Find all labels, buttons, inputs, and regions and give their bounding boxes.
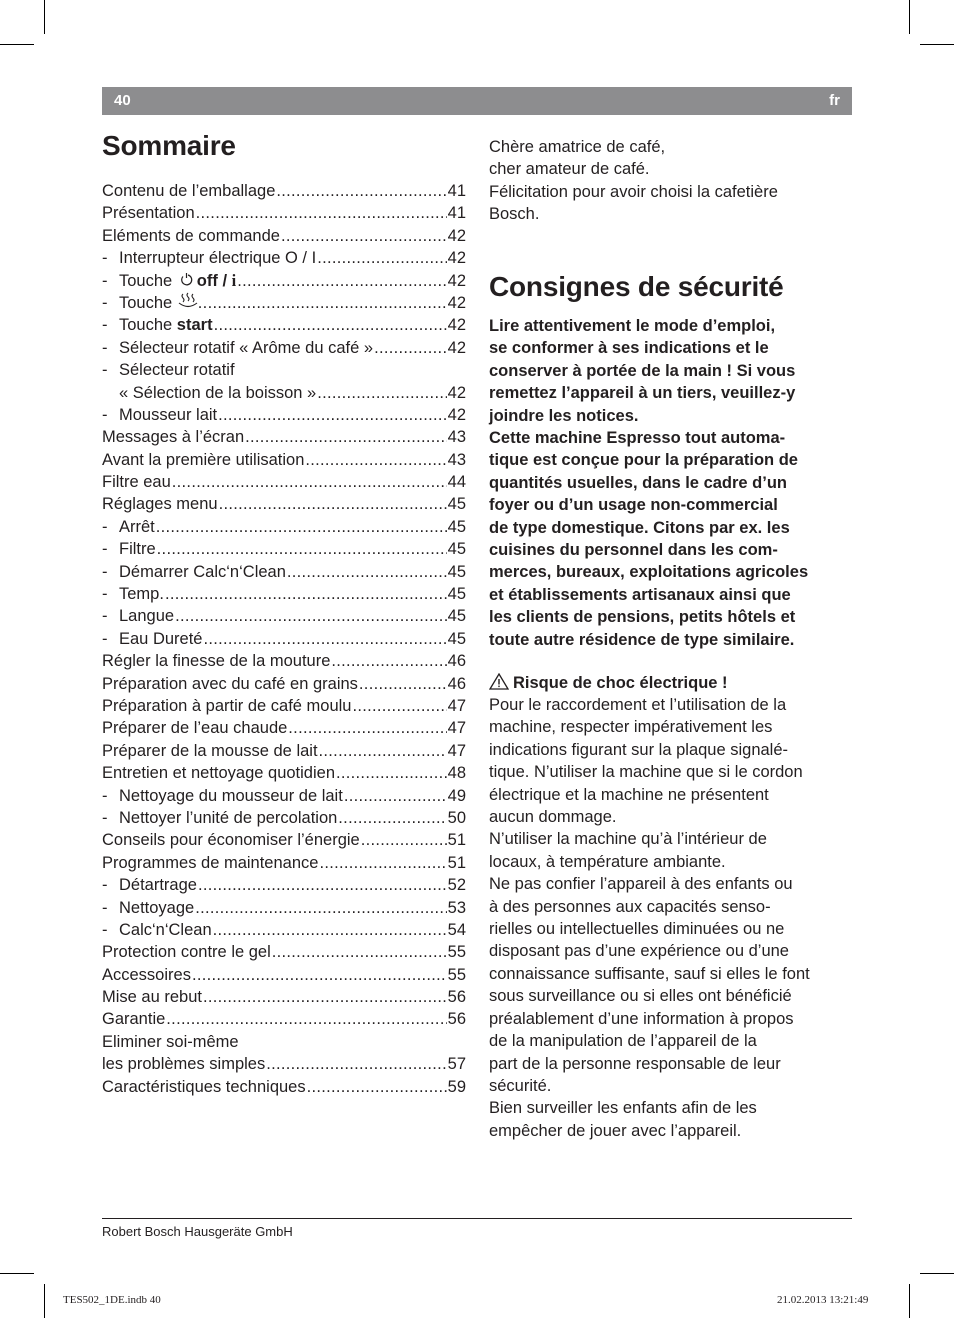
safety-title: Consignes de sécurité (489, 271, 784, 302)
toc-leader-dots (317, 382, 446, 404)
toc-page-number: 55 (447, 965, 466, 984)
toc-page-number: 42 (447, 249, 466, 268)
toc-entry (102, 359, 466, 381)
toc-entry (102, 561, 466, 583)
text-line: foyer ou d’un usage non-commercial (489, 496, 778, 515)
toc-bullet: - (102, 249, 108, 268)
footer-company: Robert Bosch Hausgeräte GmbH (102, 1224, 293, 1239)
toc-bullet: - (102, 293, 108, 312)
toc-bullet: - (102, 517, 108, 536)
toc-entry (102, 785, 466, 807)
print-date-info: 21.02.2013 13:21:49 (777, 1294, 869, 1306)
text-line: indications figurant sur la plaque signalé- (489, 740, 789, 759)
text-line: tique. N’utiliser la machine que si le cordon (489, 763, 803, 782)
toc-entry (102, 740, 466, 762)
toc-entry (102, 583, 466, 605)
toc-page-number: 42 (447, 316, 466, 335)
toc-entry (102, 426, 466, 448)
crop-mark (909, 1284, 910, 1318)
toc-page-number: 45 (447, 607, 466, 626)
toc-entry-label: « Sélection de la boisson » (119, 383, 317, 402)
toc-page-number: 56 (447, 1010, 466, 1029)
toc-leader-dots (166, 1008, 446, 1030)
text-line: joindre les notices. (489, 406, 639, 425)
toc-page-number: 45 (447, 517, 466, 536)
text-line: connaissance suffisante, sauf si elles le font (489, 964, 810, 983)
toc-entry-label: Préparer de la mousse de lait (102, 741, 318, 760)
toc-entry-label: Temp. (119, 585, 164, 604)
toc-page-number: 52 (447, 876, 466, 895)
toc-entry (102, 1031, 466, 1053)
text-line: sous surveillance ou si elles ont bénéficié (489, 987, 792, 1006)
toc-entry (102, 516, 466, 538)
toc-entry-label: Nettoyage du mousseur de lait (119, 786, 343, 805)
text-line: empêcher de jouer avec l’appareil. (489, 1121, 742, 1140)
toc-leader-dots (195, 897, 446, 919)
toc-leader-dots (192, 964, 447, 986)
toc-entry-label: Interrupteur électrique O / I (119, 249, 317, 268)
text-line: préalablement d’une information à propos (489, 1009, 794, 1028)
toc-leader-dots (218, 404, 447, 426)
intro-line: Chère amatrice de café, (489, 138, 666, 156)
toc-entry (102, 337, 466, 359)
toc-page-number: 54 (447, 920, 466, 939)
toc-entry (102, 1053, 466, 1075)
intro-line: Félicitation pour avoir choisi la cafetière (489, 182, 778, 201)
text-line: Ne pas confier l’appareil à des enfants ou (489, 875, 793, 894)
footer-rule (102, 1218, 852, 1219)
toc-entry-label: Caractéristiques techniques (102, 1077, 306, 1096)
toc-leader-dots (157, 538, 447, 560)
toc-page-number: 45 (447, 562, 466, 581)
toc-leader-dots (198, 292, 447, 314)
toc-entry (102, 628, 466, 650)
toc-entry-label: Nettoyer l’unité de percolation (119, 808, 338, 827)
toc-entry-label: Filtre eau (102, 473, 171, 492)
toc-leader-dots (338, 807, 446, 829)
toc-leader-dots (305, 449, 446, 471)
toc-entry-label: Accessoires (102, 965, 191, 984)
text-line: conserver à portée de la main ! Si vous (489, 361, 796, 380)
toc-entry (102, 247, 466, 269)
toc-entry (102, 404, 466, 426)
toc-bullet: - (102, 540, 108, 559)
text-line: part de la personne responsable de leur (489, 1054, 781, 1073)
toc-entry-label: Mise au rebut (102, 988, 202, 1007)
toc-page-number: 42 (447, 405, 466, 424)
toc-bullet: - (102, 361, 108, 380)
warning-heading (489, 672, 853, 694)
language-code: fr (829, 92, 840, 109)
toc-entry-label: Garantie (102, 1010, 166, 1029)
safety-intro-bold (489, 315, 853, 651)
toc-bullet: - (102, 876, 108, 895)
toc-entry (102, 673, 466, 695)
toc-entry-label: Préparation avec du café en grains (102, 674, 358, 693)
toc-page-number: 43 (447, 450, 466, 469)
text-line: à des personnes aux capacités senso- (489, 897, 771, 916)
toc-bullet: - (102, 316, 108, 335)
page-number: 40 (114, 92, 131, 109)
crop-mark (909, 0, 910, 34)
text-line: locaux, à température ambiante. (489, 852, 726, 871)
toc-page-number: 59 (447, 1077, 466, 1096)
toc-entry-label: Contenu de l’emballage (102, 182, 276, 200)
crop-mark (0, 44, 34, 45)
toc-entry-label: Régler la finesse de la mouture (102, 652, 331, 671)
toc-entry-label: Préparation à partir de café moulu (102, 696, 352, 715)
toc-entry-label: Calc‘n‘Clean (119, 920, 212, 939)
text-line: Bien surveiller les enfants afin de les (489, 1099, 757, 1118)
text-line: cuisines du personnel dans les com- (489, 541, 778, 560)
text-line: Lire attentivement le mode d’emploi, (489, 317, 776, 335)
toc-page-number: 48 (447, 764, 466, 783)
toc-entry-label: Mousseur lait (119, 405, 218, 424)
toc-bullet: - (102, 629, 108, 648)
toc-entry-label: Préparer de l’eau chaude (102, 719, 288, 738)
toc-entry (102, 180, 466, 202)
text-line: Pour le raccordement et l’utilisation de la (489, 696, 787, 714)
text-line: merces, bureaux, exploitations agricoles (489, 563, 809, 582)
toc-page-number: 55 (447, 943, 466, 962)
toc-entry-label: Eau Dureté (119, 629, 203, 648)
text-line: disposant pas d’une expérience ou d’une (489, 942, 789, 961)
toc-leader-dots (374, 337, 447, 359)
toc-entry-label: Présentation (102, 204, 195, 223)
text-line: les clients de pensions, petits hôtels et (489, 608, 796, 627)
toc-leader-dots (156, 516, 447, 538)
toc-entry-label: Sélecteur rotatif « Arôme du café » (119, 338, 374, 357)
toc-entry (102, 471, 466, 493)
text-line: se conformer à ses indications et le (489, 339, 769, 358)
toc-leader-dots (203, 986, 447, 1008)
text-line: remettez l’appareil à un tiers, veuillez-y (489, 384, 796, 403)
toc-entry (102, 382, 466, 404)
text-line: électrique et la machine ne présentent (489, 785, 769, 804)
warning-title: Risque de choc électrique ! (513, 674, 728, 692)
toc-entry-label: les problèmes simples (102, 1055, 266, 1074)
toc-entry (102, 852, 466, 874)
toc-page-number: 44 (447, 473, 466, 492)
toc-page-number: 42 (447, 271, 466, 290)
toc-entry (102, 538, 466, 560)
toc-entry (102, 650, 466, 672)
toc-page-number: 53 (447, 898, 466, 917)
toc-page-number: 42 (447, 226, 466, 245)
toc-entry (102, 449, 466, 471)
toc-entry-label: Réglages menu (102, 495, 218, 514)
toc-entry-label: Détartrage (119, 876, 197, 895)
toc-entry (102, 1076, 466, 1098)
intro-line: cher amateur de café. (489, 160, 650, 179)
toc-entry (102, 986, 466, 1008)
toc-entry (102, 202, 466, 224)
toc-leader-dots (352, 695, 446, 717)
toc-entry (102, 829, 466, 851)
toc-bullet: - (102, 562, 108, 581)
toc-entry-label: Entretien et nettoyage quotidien (102, 764, 336, 783)
toc-entry (102, 314, 466, 336)
print-file-info: TES502_1DE.indb 40 (63, 1294, 161, 1306)
toc-entry (102, 493, 466, 515)
text-line: tique est conçue pour la préparation de (489, 451, 798, 470)
toc-entry (102, 292, 466, 314)
toc-leader-dots (331, 650, 446, 672)
toc-page-number: 47 (447, 696, 466, 715)
toc-leader-dots (336, 762, 447, 784)
toc-bullet: - (102, 405, 108, 424)
toc-page-number: 57 (447, 1055, 466, 1074)
toc-entry-label: Langue (119, 607, 175, 626)
toc-entry (102, 897, 466, 919)
toc-leader-dots (172, 471, 447, 493)
toc-bullet: - (102, 607, 108, 626)
toc-bullet: - (102, 338, 108, 357)
toc-leader-dots (319, 852, 446, 874)
toc-leader-dots (203, 628, 446, 650)
toc-leader-dots (317, 247, 446, 269)
toc-entry (102, 874, 466, 896)
toc-entry-label: Filtre (119, 540, 156, 559)
toc-entry-label: Touche (119, 292, 197, 314)
toc-leader-dots (219, 493, 447, 515)
toc-leader-dots (165, 583, 447, 605)
toc-bullet: - (102, 898, 108, 917)
toc-page-number: 42 (447, 338, 466, 357)
toc-page-number: 42 (447, 383, 466, 402)
toc-leader-dots (237, 270, 446, 292)
crop-mark (920, 44, 954, 45)
toc-entry-label: Avant la première utilisation (102, 450, 305, 469)
text-line: Cette machine Espresso tout automa- (489, 429, 786, 448)
toc-entry-label: Sélecteur rotatif (119, 361, 235, 380)
safety-body (489, 694, 853, 1142)
text-line: quantités usuelles, dans le cadre d’un (489, 473, 787, 492)
toc-page-number: 42 (447, 293, 466, 312)
toc-entry-label: Arrêt (119, 517, 155, 536)
toc-page-number: 46 (447, 674, 466, 693)
crop-mark (44, 0, 45, 34)
toc-entry (102, 695, 466, 717)
toc-entry-label: Touche start (119, 316, 213, 335)
toc-page-number: 41 (447, 182, 466, 200)
toc-page-number: 47 (447, 719, 466, 738)
standby-icon (177, 271, 197, 292)
page-header-bar (102, 87, 852, 115)
toc-bullet: - (102, 786, 108, 805)
toc-page-number: 56 (447, 988, 466, 1007)
toc-leader-dots (213, 919, 447, 941)
toc-page-number: 45 (447, 495, 466, 514)
toc-page-number: 51 (447, 853, 466, 872)
text-line: aucun dommage. (489, 808, 617, 827)
text-line: rielles ou intellectuelles diminuées ou ne (489, 920, 785, 939)
crop-mark (0, 1273, 34, 1274)
toc-leader-dots (319, 740, 447, 762)
toc-leader-dots (361, 829, 447, 851)
toc-leader-dots (287, 561, 447, 583)
toc-entry-label: Nettoyage (119, 898, 195, 917)
toc-leader-dots (245, 426, 446, 448)
toc-bullet: - (102, 920, 108, 939)
toc-entry (102, 762, 466, 784)
text-line: machine, respecter impérativement les (489, 718, 773, 737)
toc-entry (102, 807, 466, 829)
toc-entry (102, 941, 466, 963)
toc-page-number: 46 (447, 652, 466, 671)
toc-leader-dots (276, 180, 446, 202)
table-of-contents (102, 180, 466, 1098)
toc-entry (102, 919, 466, 941)
toc-entry-label: Touche off / i (119, 270, 236, 292)
info-icon: i (231, 270, 237, 290)
toc-entry (102, 964, 466, 986)
toc-page-number: 41 (447, 204, 466, 223)
toc-entry (102, 225, 466, 247)
toc-leader-dots (198, 874, 447, 896)
toc-leader-dots (272, 941, 447, 963)
text-line: de type domestique. Citons par ex. les (489, 518, 790, 537)
toc-leader-dots (344, 785, 447, 807)
text-line: N’utiliser la machine qu’à l’intérieur de (489, 830, 767, 849)
toc-leader-dots (175, 605, 447, 627)
toc-bullet: - (102, 585, 108, 604)
toc-leader-dots (307, 1076, 447, 1098)
toc-entry-label: Eliminer soi-même (102, 1032, 239, 1051)
text-line: sécurité. (489, 1076, 552, 1095)
toc-page-number: 45 (447, 585, 466, 604)
toc-title: Sommaire (102, 130, 236, 161)
toc-entry-label: Eléments de commande (102, 226, 280, 245)
toc-page-number: 43 (447, 428, 466, 447)
toc-leader-dots (196, 202, 447, 224)
toc-entry (102, 605, 466, 627)
toc-leader-dots (281, 225, 447, 247)
toc-leader-dots (359, 673, 447, 695)
toc-bullet: - (102, 271, 108, 290)
text-line: de la manipulation de l’appareil de la (489, 1032, 757, 1051)
toc-entry-label: Démarrer Calc‘n‘Clean (119, 562, 286, 581)
toc-page-number: 49 (447, 786, 466, 805)
intro-text (489, 136, 853, 226)
toc-entry (102, 270, 466, 292)
toc-bullet: - (102, 808, 108, 827)
toc-page-number: 45 (447, 540, 466, 559)
text-line: toute autre résidence de type similaire. (489, 630, 795, 649)
toc-page-number: 47 (447, 741, 466, 760)
toc-entry-label: Protection contre le gel (102, 943, 271, 962)
steam-icon (177, 292, 197, 314)
toc-entry-label: Messages à l’écran (102, 428, 245, 447)
text-line: et établissements artisanaux ainsi que (489, 585, 791, 604)
toc-entry (102, 717, 466, 739)
toc-entry (102, 1008, 466, 1030)
crop-mark (44, 1284, 45, 1318)
toc-page-number: 45 (447, 629, 466, 648)
toc-leader-dots (288, 717, 446, 739)
toc-page-number: 51 (447, 831, 466, 850)
toc-entry-label: Programmes de maintenance (102, 853, 319, 872)
crop-mark (920, 1273, 954, 1274)
toc-leader-dots (266, 1053, 446, 1075)
toc-page-number: 50 (447, 808, 466, 827)
toc-entry-label: Conseils pour économiser l’énergie (102, 831, 360, 850)
warning-triangle-icon (489, 672, 509, 694)
toc-leader-dots (214, 314, 447, 336)
intro-line: Bosch. (489, 205, 540, 224)
